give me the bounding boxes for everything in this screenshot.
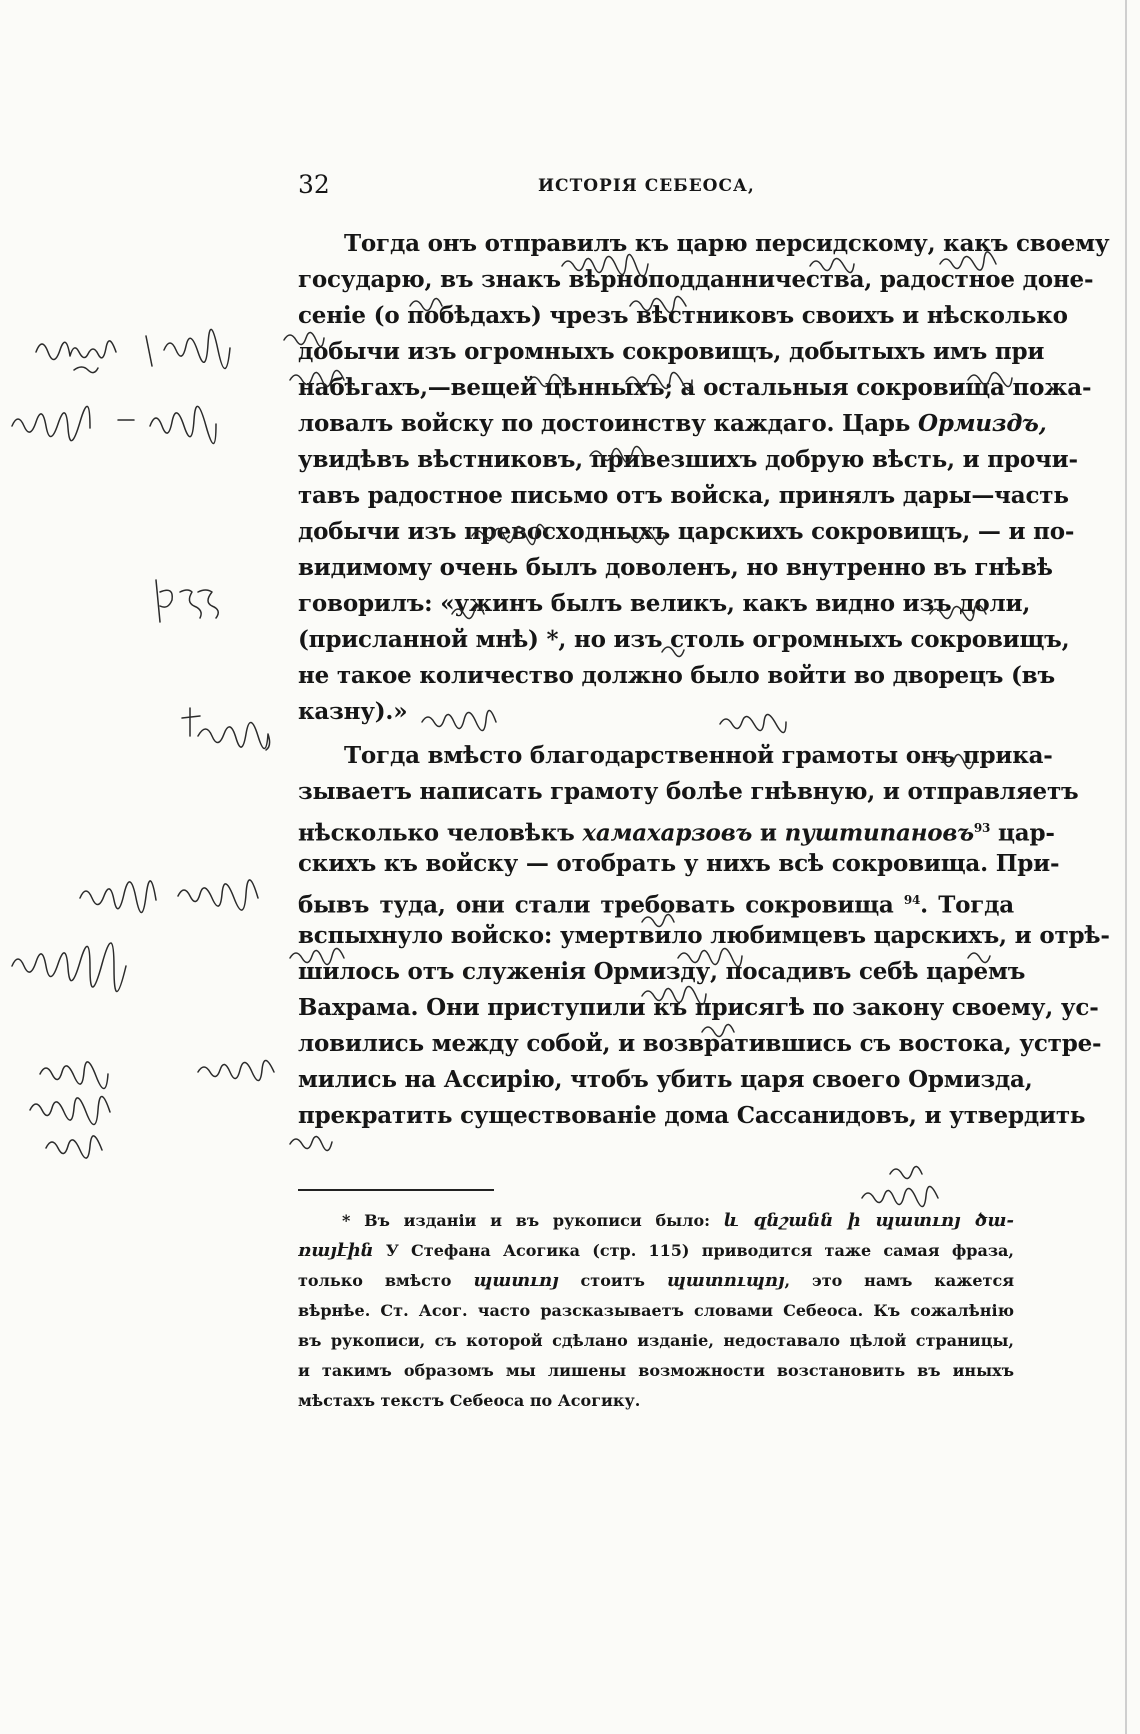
handwritten-margin-note — [10, 400, 260, 440]
handwritten-gloss — [930, 748, 1030, 770]
text-line: Вахрама. Они приступили къ присягѣ по закону своему, ус- — [298, 994, 1099, 1021]
text-line: скихъ къ войску — отобрать у нихъ всѣ сокровища. При- — [298, 850, 1060, 877]
armenian-text: ռայէին — [298, 1240, 374, 1261]
text-line: казну).» — [298, 698, 408, 725]
armenian-text: և զնշանն ի պատւոյ ծա- — [723, 1210, 1014, 1231]
handwritten-gloss — [196, 1058, 366, 1080]
handwritten-gloss — [450, 600, 1030, 624]
text-line: мились на Ассирію, чтобъ убить царя своего Ормизда, — [298, 1066, 1033, 1093]
handwritten-gloss — [470, 522, 710, 546]
text-segment: нѣсколько человѣкъ — [298, 819, 583, 847]
footnote-line: въ рукописи, съ которой сдѣлано изданіе, недоставало цѣлой страницы, — [298, 1331, 1014, 1350]
text-line: добычи изъ превосходныхъ царскихъ сокровищъ, — и по- — [298, 518, 1075, 545]
handwritten-gloss — [288, 944, 1028, 968]
text-line: говорилъ: «ужинъ былъ великъ, какъ видно изъ доли, — [298, 590, 1031, 617]
handwritten-margin-note — [34, 330, 264, 378]
handwritten-margin-note — [78, 872, 278, 912]
page-number: 32 — [298, 170, 330, 199]
text-segment: стоитъ — [558, 1271, 667, 1290]
footnote-line: и такимъ образомъ мы лишены возможности возстановить въ иныхъ — [298, 1361, 1014, 1380]
text-segment: только вмѣсто — [298, 1271, 474, 1290]
handwritten-margin-note — [180, 706, 290, 752]
text-line: государю, въ знакъ вѣрноподданничества, радостное доне- — [298, 266, 1094, 293]
text-line: тавъ радостное письмо отъ войска, принялъ дары—часть — [298, 482, 1069, 509]
handwritten-gloss — [700, 1018, 760, 1040]
text-segment: . Тогда — [920, 891, 1014, 919]
name-ormizd: Ормиздъ, — [918, 410, 1047, 437]
text-segment: и — [752, 819, 785, 847]
page-edge-line — [1125, 0, 1127, 1734]
handwritten-margin-note — [150, 578, 220, 624]
handwritten-gloss — [288, 366, 1028, 390]
handwritten-margin-note — [10, 940, 190, 980]
text-line: набѣгахъ,—вещей цѣнныхъ; а остальныя сокровища пожа- — [298, 374, 1092, 401]
text-line — [298, 406, 1047, 442]
handwritten-gloss — [660, 638, 700, 660]
footnote-line: мѣстахъ текстъ Себеоса по Асогику. — [298, 1391, 641, 1410]
term-pushtipan: пуштипановъ — [784, 819, 974, 847]
handwritten-gloss — [640, 982, 780, 1004]
text-line: Тогда вмѣсто благодарственной грамоты онъ прика- — [344, 742, 1053, 769]
footnote-ref[interactable]: 93 — [973, 821, 991, 835]
running-title: ИСТОРІЯ СЕБЕОСА, — [538, 176, 755, 196]
text-line: прекратить существованіе дома Сассанидовъ, и утвердить — [298, 1102, 1086, 1129]
text-line: (присланной мнѣ) *, но изъ столь огромныхъ сокровищъ, — [298, 626, 1070, 653]
text-segment: цар- — [990, 819, 1055, 847]
handwritten-gloss — [588, 442, 708, 464]
handwritten-gloss — [640, 908, 700, 930]
armenian-text: պատւոյ — [473, 1270, 559, 1291]
handwritten-gloss — [400, 290, 760, 314]
text-line — [298, 810, 1055, 847]
handwritten-gloss — [288, 1130, 398, 1152]
armenian-text: պատուպոյ — [666, 1270, 785, 1291]
footnote-line — [298, 1236, 1014, 1266]
text-segment: ловалъ войску по достоинству каждаго. Царь — [298, 410, 918, 437]
text-line: шилось отъ служенія Ормизду, посадивъ себѣ царемъ — [298, 958, 1026, 985]
text-line: увидѣвъ вѣстниковъ, привезшихъ добрую вѣсть, и прочи- — [298, 446, 1078, 473]
text-line: сеніе (о побѣдахъ) чрезъ вѣстниковъ своихъ и нѣсколько — [298, 302, 1068, 329]
footnote-ref[interactable]: 94 — [903, 893, 921, 907]
handwritten-margin-note — [10, 1050, 190, 1170]
handwritten-gloss — [860, 1160, 1020, 1206]
text-line: зываетъ написать грамоту болѣе гнѣвную, и отправляетъ — [298, 778, 1079, 805]
term-khamakharz: хамахарзовъ — [582, 819, 753, 847]
footnote-line — [298, 1206, 1014, 1236]
footnote — [298, 1206, 1014, 1416]
text-line: ловились между собой, и возвратившись съ востока, устре- — [298, 1030, 1102, 1057]
text-line: видимому очень былъ доволенъ, но внутренно въ гнѣвѣ — [298, 554, 1053, 581]
text-segment: * Въ изданіи и въ рукописи было: — [342, 1211, 724, 1230]
text-segment: , это намъ кажется — [784, 1271, 1015, 1290]
handwritten-gloss — [560, 250, 1030, 274]
text-segment: У Стефана Асогика (стр. 115) приводится таже самая фраза, — [373, 1241, 1014, 1260]
handwritten-gloss — [420, 708, 840, 732]
footnote-line — [298, 1266, 1014, 1296]
text-line: не такое количество должно было войти во дворецъ (въ — [298, 662, 1055, 689]
footnote-rule — [298, 1189, 494, 1191]
text-line: Тогда онъ отправилъ къ царю персидскому, какъ своему — [344, 230, 1110, 257]
text-segment: бывъ туда, они стали требовать сокровища — [298, 891, 904, 919]
handwritten-gloss — [282, 326, 402, 348]
text-line: добычи изъ огромныхъ сокровищъ, добытыхъ имъ при — [298, 338, 1045, 365]
text-line: вспыхнуло войско: умертвило любимцевъ царскихъ, и отрѣ- — [298, 922, 1110, 949]
running-head — [298, 170, 1023, 204]
footnote-line: вѣрнѣе. Ст. Асог. часто разсказываетъ словами Себеоса. Къ сожалѣнію — [298, 1301, 1014, 1320]
